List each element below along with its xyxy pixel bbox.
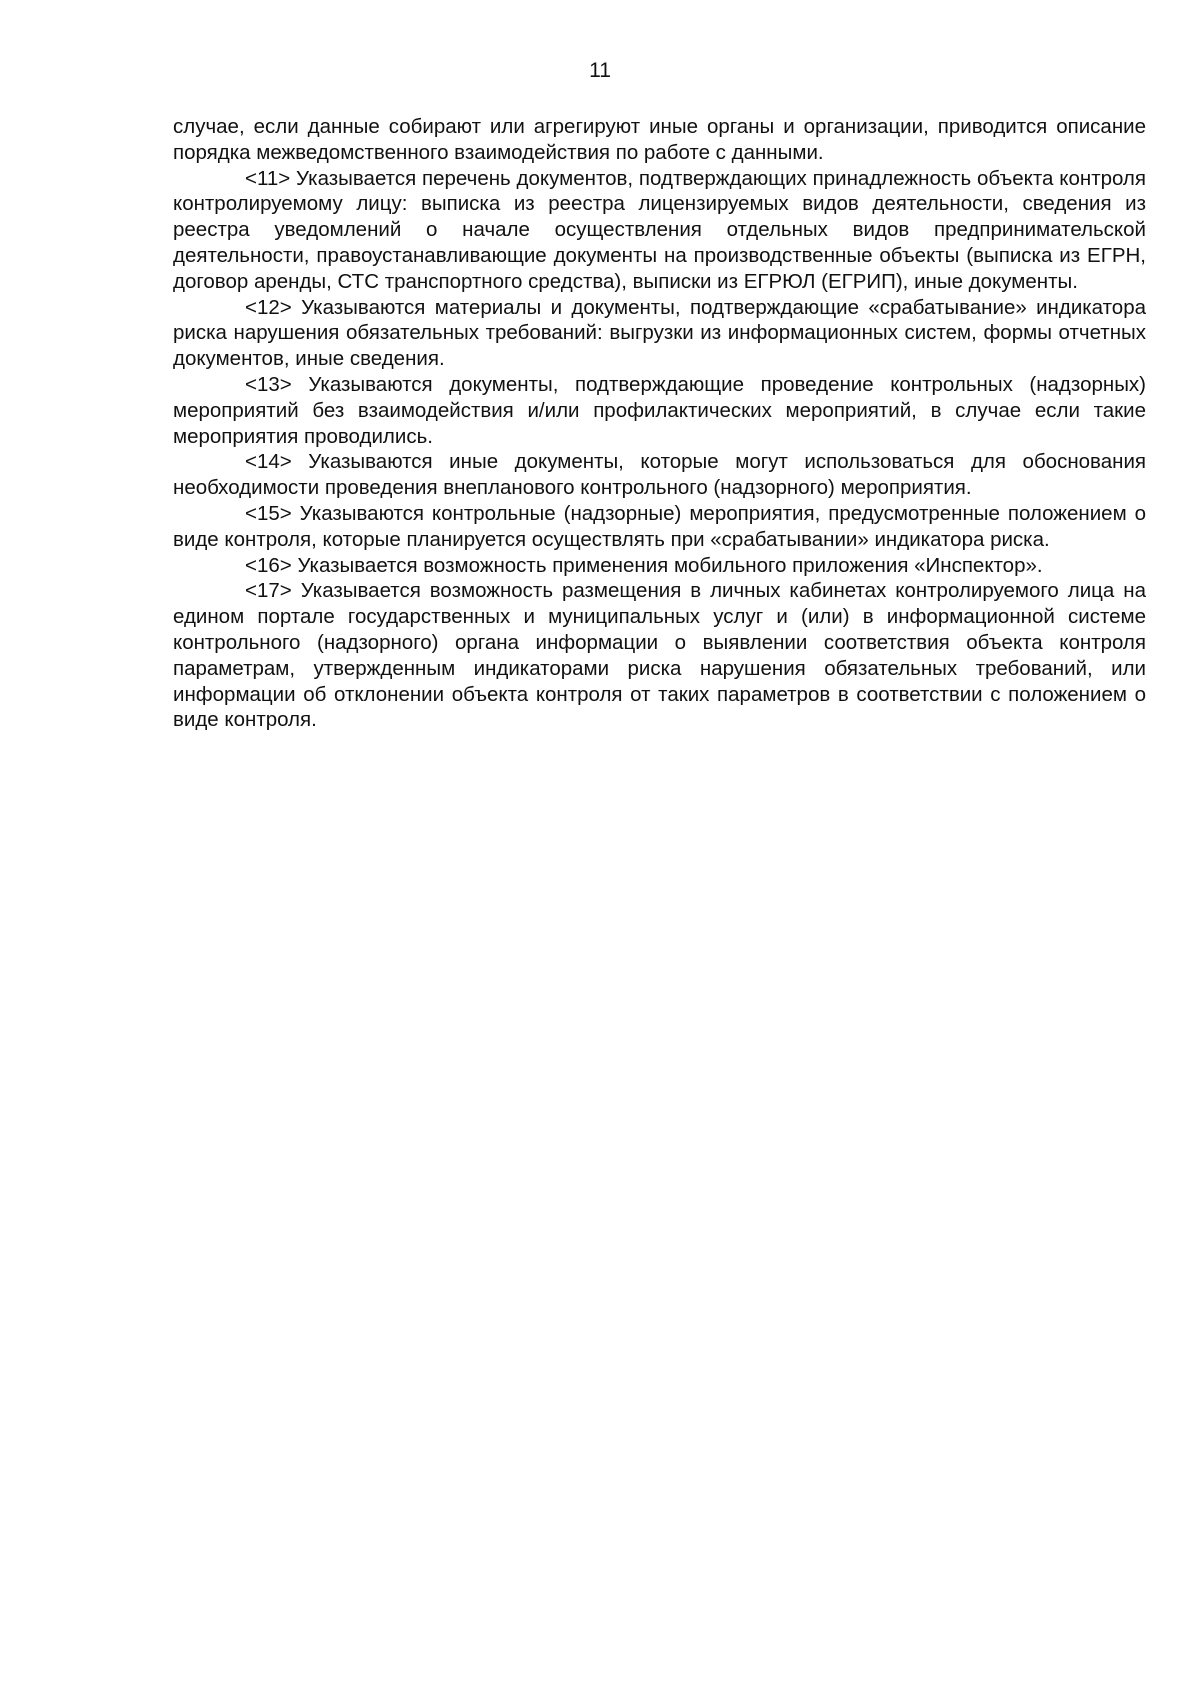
footnote-11: <11> Указывается перечень документов, подтверждающих принадлежность объекта контроля контролируемому лицу: выписка из реестра лицензируемых видов деятельности, сведения из реестра уведомлений о начале осуществления отдельных видов предпринимательской деятельности, правоустанавливающие документы на производственные объекты (выписка из ЕГРН, договор аренды, СТС транспортного средства), выписки из ЕГРЮЛ (ЕГРИП), иные документы. — [173, 166, 1146, 293]
document-body — [173, 114, 1146, 733]
paragraph-continuation: случае, если данные собирают или агрегируют иные органы и организации, приводится описание порядка межведомственного взаимодействия по работе с данными. — [173, 115, 1146, 164]
footnote-12: <12> Указываются материалы и документы, подтверждающие «срабатывание» индикатора риска нарушения обязательных требований: выгрузки из информационных систем, формы отчетных документов, иные сведения. — [173, 295, 1146, 371]
footnote-13: <13> Указываются документы, подтверждающие проведение контрольных (надзорных) мероприятий без взаимодействия и/или профилактических мероприятий, в случае если такие мероприятия проводились. — [173, 372, 1146, 448]
footnote-16: <16> Указывается возможность применения мобильного приложения «Инспектор». — [245, 553, 1043, 577]
footnote-15: <15> Указываются контрольные (надзорные) мероприятия, предусмотренные положением о виде контроля, которые планируется осуществлять при «срабатывании» индикатора риска. — [173, 501, 1146, 551]
page-number: 11 — [589, 59, 611, 82]
footnote-17: <17> Указывается возможность размещения в личных кабинетах контролируемого лица на едином портале государственных и муниципальных услуг и (или) в информационной системе контрольного (надзорного) органа информации о выявлении соответствия объекта контроля параметрам, утвержденным индикаторами риска нарушения обязательных требований, или информации об отклонении объекта контроля от таких параметров в соответствии с положением о виде контроля. — [173, 579, 1146, 732]
footnote-14: <14> Указываются иные документы, которые могут использоваться для обоснования необходимости проведения внепланового контрольного (надзорного) мероприятия. — [173, 450, 1146, 500]
